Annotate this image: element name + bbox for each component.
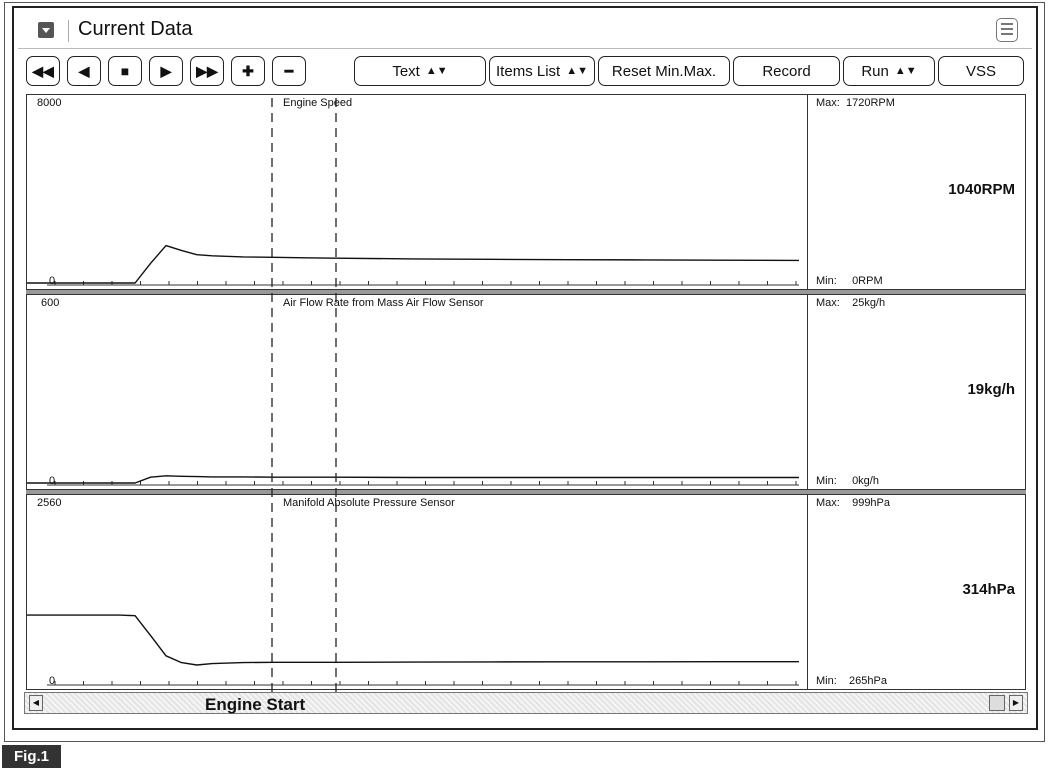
y-axis-max-label: 8000: [37, 97, 62, 109]
min-value: 265hPa: [849, 675, 887, 687]
max-label: Max:: [816, 97, 840, 109]
fast-forward-button[interactable]: ▶▶: [190, 56, 224, 86]
collapse-icon[interactable]: [38, 22, 54, 38]
max-value: 25kg/h: [852, 297, 886, 309]
max-value: 999hPa: [852, 497, 891, 509]
air-flow-graph: [27, 295, 807, 490]
series-line-2: [27, 615, 799, 665]
current-data-window: [12, 6, 1038, 730]
scroll-left-arrow-icon[interactable]: ◀: [29, 695, 43, 711]
graph-panel-manifold-pressure: [26, 494, 1026, 690]
run-select[interactable]: [843, 56, 935, 86]
max-readout: [816, 97, 895, 109]
record-button[interactable]: Record: [733, 56, 840, 86]
play-button[interactable]: ▶: [149, 56, 183, 86]
max-value: 1720RPM: [845, 97, 895, 109]
text-select-value: Text: [392, 62, 420, 80]
y-axis-min-label: 0: [49, 275, 56, 287]
step-back-button[interactable]: ◀: [67, 56, 101, 86]
text-select[interactable]: [354, 56, 486, 86]
zoom-in-button[interactable]: ✚: [231, 56, 265, 86]
graph-panel-air-flow: [26, 294, 1026, 490]
graph-title: Engine Speed: [283, 97, 353, 109]
value-readout: [807, 295, 1025, 489]
max-label: Max:: [816, 297, 840, 309]
items-list-select[interactable]: [489, 56, 595, 86]
scroll-right-arrow-icon[interactable]: ▶: [1009, 695, 1023, 711]
min-readout: [816, 475, 879, 487]
items-list-value: Items List: [496, 62, 561, 80]
graph-panel-engine-speed: [26, 94, 1026, 290]
vss-button[interactable]: VSS: [938, 56, 1024, 86]
graph-plot-area: [27, 495, 807, 689]
y-axis-max-label: 600: [41, 297, 60, 309]
scroll-thumb[interactable]: [989, 695, 1005, 711]
run-select-value: Run: [861, 62, 889, 80]
event-label: Engine Start: [205, 695, 306, 714]
figure-label: Fig.1: [2, 745, 61, 768]
graph-title: Air Flow Rate from Mass Air Flow Sensor: [283, 297, 484, 309]
min-label: Min:: [816, 675, 837, 687]
min-label: Min:: [816, 275, 837, 287]
y-axis-min-label: 0: [49, 475, 56, 487]
min-value: 0kg/h: [852, 475, 879, 487]
value-readout: [807, 95, 1025, 289]
graph-plot-area: [27, 295, 807, 489]
max-readout: [816, 297, 885, 309]
reset-minmax-button[interactable]: Reset Min.Max.: [598, 56, 730, 86]
min-value: 0RPM: [852, 275, 883, 287]
title-bar: [14, 8, 1036, 50]
select-arrows-icon: ▲▼: [566, 65, 588, 77]
zoom-out-button[interactable]: ━: [272, 56, 306, 86]
y-axis-max-label: 2560: [37, 497, 62, 509]
y-axis-min-label: 0: [49, 675, 56, 687]
current-value: 1040RPM: [948, 181, 1015, 198]
series-line-1: [27, 476, 799, 483]
title-divider: [68, 20, 69, 42]
menu-icon[interactable]: [996, 18, 1018, 42]
engine-speed-graph: [27, 95, 807, 290]
graph-plot-area: [27, 95, 807, 289]
manifold-pressure-graph: [27, 495, 807, 690]
select-arrows-icon: ▲▼: [894, 65, 917, 77]
stop-button[interactable]: ■: [108, 56, 142, 86]
min-readout: [816, 275, 883, 287]
series-line-0: [27, 246, 799, 283]
graph-title: Manifold Absolute Pressure Sensor: [283, 497, 455, 509]
min-readout: [816, 675, 887, 687]
max-readout: [816, 497, 890, 509]
min-label: Min:: [816, 475, 837, 487]
value-readout: [807, 495, 1025, 689]
title-separator: [18, 48, 1032, 49]
current-value: 314hPa: [962, 581, 1015, 598]
window-title: Current Data: [78, 18, 193, 40]
timeline-scrollbar[interactable]: [24, 692, 1028, 714]
max-label: Max:: [816, 497, 840, 509]
current-value: 19kg/h: [967, 381, 1015, 398]
select-arrows-icon: ▲▼: [425, 65, 448, 77]
rewind-button[interactable]: ◀◀: [26, 56, 60, 86]
toolbar: [14, 54, 1036, 90]
